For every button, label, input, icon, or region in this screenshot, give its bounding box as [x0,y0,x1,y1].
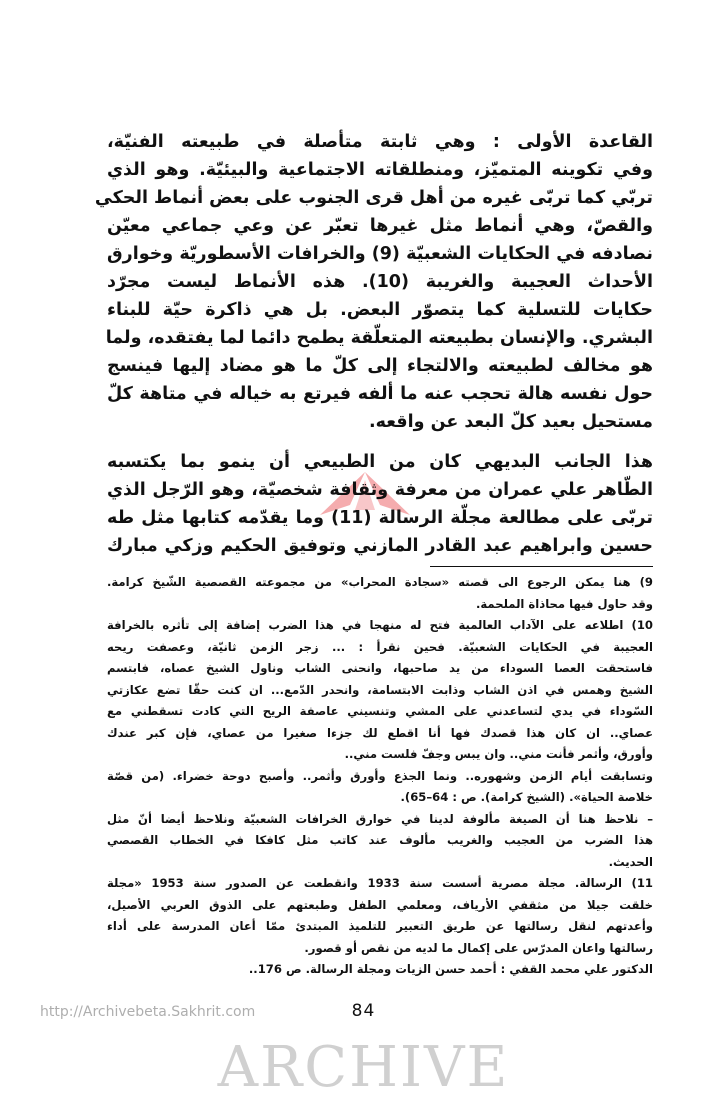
footnote-line: الحديث. [608,854,653,869]
paragraph [94,128,654,436]
page-number: 84 [351,1001,376,1021]
text-line: حول نفسه هالة تحجب عنه ما ألفه فيرتع به خياله في متاهة كلّ [107,384,653,404]
text-line: والقصّ، وهي أنماط مثل غيرها تعبّر عن وعي جماعي معيّن [107,216,653,236]
footnote [107,873,653,981]
footnotes [107,572,653,981]
main-text [94,128,654,560]
text-line: البشري. والإنسان بطبيعته المتعلّقة يطمح دائما لما يفتقده، ولما [105,328,653,348]
footnote-line: وأورق، وأثمر فأنت مني.. وان يبس وجفّ فلست مني.. [344,747,653,761]
footnote-line: وأعدتهم لنقل رسالتها عن طريق التعبير للتلميذ المبتدئ ممّا أعان المدرسة على أداء [107,919,653,933]
text-line: حسين وابراهيم عبد القادر المازني وتوفيق الحكيم وزكي مبارك [107,536,653,556]
footnote-line: العجيبة في الحكايات الشعبيّة. فحين نقرأ : ... زجر الزمن ثانيّة، وعصفت ريحه [107,639,653,654]
footnote-line: – نلاحظ هنا أن الصيغة مألوفة لدينا في خوارق الخرافات الشعبيّة ونلاحظ أيضا أنّ مثل [107,811,653,826]
footnote-line: عصاي.. ان كان هذا قصدك فها أنا اقطع لك جزءا صغيرا من عصاي، فإن كبر عندك [107,725,653,740]
footnote-line: وقد حاول فيها محاذاة الملحمة. [476,596,653,611]
footnote-line: 10) اطلاعه على الآداب العالمية فتح له منهجا في هذا الضرب إضافة إلى تأثره بالخرافة [107,618,653,632]
text-line: هو مخالف لطبيعته والالتجاء إلى كلّ ما هو مضاد إليها فينسج [107,356,653,376]
text-line: مستحيل بعيد كلّ البعد عن واقعه. [369,412,653,432]
footnote-divider [430,566,653,567]
text-line: القاعدة الأولى : وهي ثابتة متأصلة في طبيعته الفنيّة، [107,132,653,152]
text-line: هذا الجانب البديهي كان من الطبيعي أن ينمو بما يكتسبه [107,452,653,472]
footnote-line: 11) الرسالة. مجلة مصرية أسست سنة 1933 وانقطعت عن الصدور سنة 1953 «مجلة [107,876,653,890]
watermark-url: http://Archivebeta.Sakhrit.com [40,1004,256,1020]
footnote-line: فاستحقت العصا السوداء من يد صاحبها، وانحنى الشاب وناول الشيخ عصاه، فابتسم [107,661,653,675]
footnote [107,615,653,873]
footnote-line: 9) هنا يمكن الرجوع الى قصته «سجادة المحراب» من مجموعته القصصية الشّيخ كرامة. [107,575,653,589]
footnote-line: وتسابقت أيام الزمن وشهوره.. ونما الجذع وأورق وأثمر.. وأصبح دوحة خضراء. (من قصّة [107,768,653,783]
watermark-text: ARCHIVE [217,1035,510,1100]
footnote-line: هذا الضرب من العجيب والغريب مألوف عند كاتب مثل كافكا في الخطاب القصصي [107,833,653,847]
footnote-line: خلاصة الحياة». (الشيخ كرامة). ص : 64–65). [400,790,653,804]
footnote-line: السّوداء في يدي لتساعدني على المشي وتنسيني عاصفة الريح التي كادت تسقطني مع [107,704,653,718]
footnote [107,572,653,615]
paragraph [107,448,653,560]
footnote-line: الدكتور علي محمد القفي : أحمد حسن الزيات ومجلة الرسالة. ص 176.. [248,962,653,976]
text-line: حكايات للتسلية كما يتصوّر البعض. بل هي ذاكرة حيّة للبناء [107,300,653,320]
footnote-line: الشيخ وهمس في اذن الشاب وذابت الابتسامة، وانحدر الدّمع... ان كنت حقّا تضع عكازتي [107,682,653,697]
text-line: الطّاهر علي عمران من معرفة وثقافة شخصيّة، وهو الرّجل الذي [107,480,653,500]
footnote-line: رسالتها واعان المدرّس على إكمال ما لديه من نقص أو قصور. [304,940,653,955]
footnote-line: خلقت جيلا من مثقفي الأرياف، ومعلمي الطفل وطبعتهم على الذوق العربي الأصيل، [107,897,653,912]
text-line: تربّي كما تربّى غيره من أهل قرى الجنوب على بعض أنماط الحكي [94,188,653,208]
text-line: وفي تكوينه المتميّز، ومنطلقاته الاجتماعية والبيئيّة. وهو الذي [107,160,653,180]
text-line: نصادفه في الحكايات الشعبيّة (9) والخرافات الأسطوريّة وخوارق [107,244,653,264]
text-line: تربّى على مطالعة مجلّة الرسالة (11) وما يقدّمه كتابها مثل طه [107,508,653,528]
text-line: الأحداث العجيبة والغريبة (10). هذه الأنماط ليست مجرّد [107,272,654,292]
